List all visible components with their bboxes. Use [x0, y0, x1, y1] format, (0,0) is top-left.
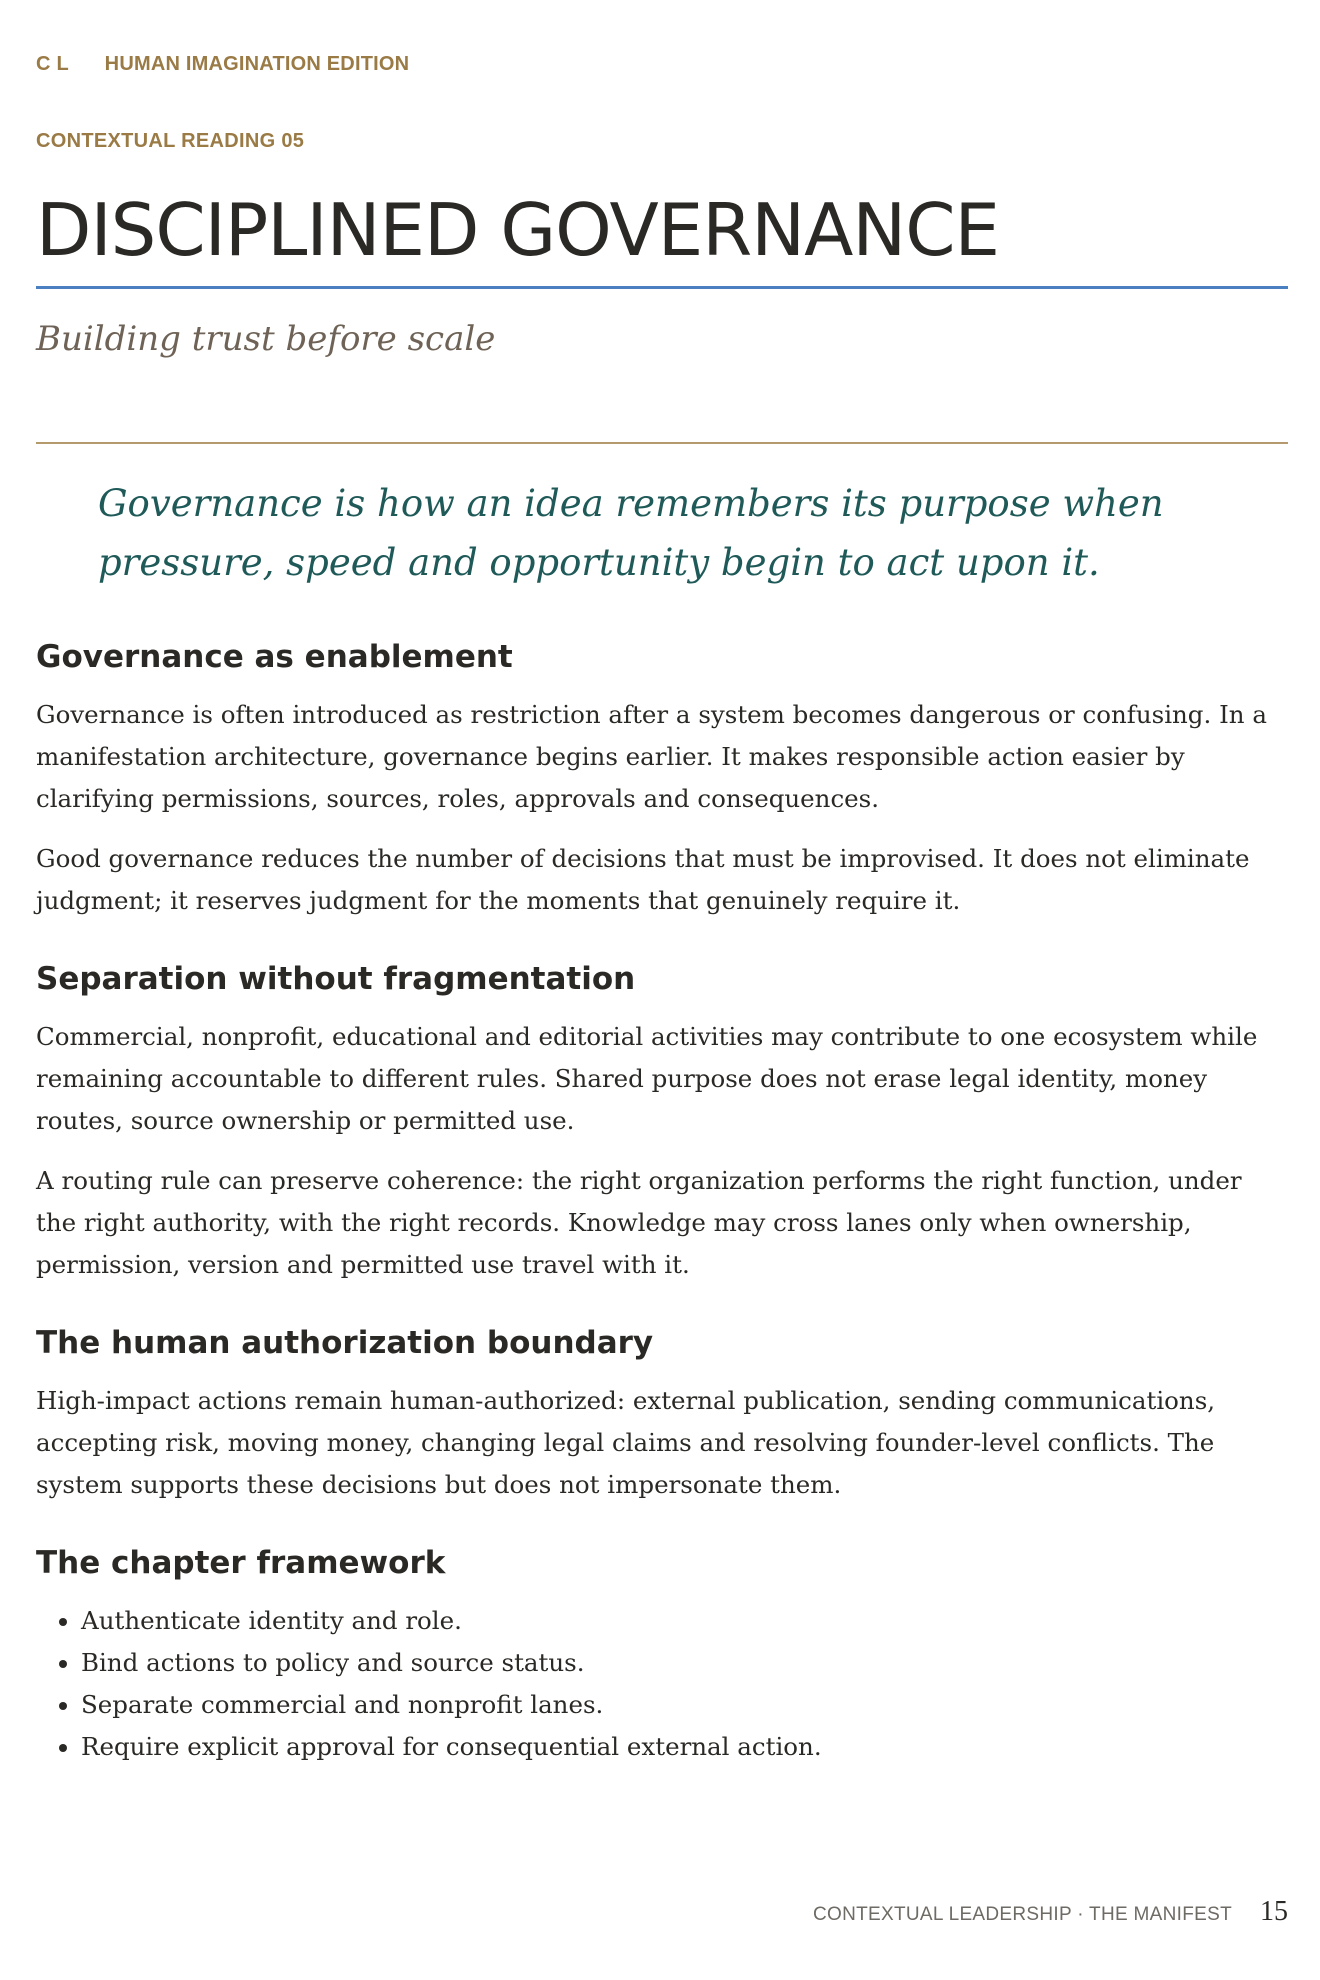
- running-title: CONTEXTUAL LEADERSHIP · THE MANIFEST: [812, 1904, 1232, 1925]
- page-number: 15: [1260, 1896, 1288, 1927]
- masthead: [36, 50, 1288, 78]
- section-governance-as-enablement: [36, 634, 1288, 922]
- page-subtitle: Building trust before scale: [36, 319, 496, 359]
- reading-kicker: CONTEXTUAL READING 05: [36, 130, 305, 152]
- list-item: • Authenticate identity and role.: [81, 1600, 1288, 1642]
- edition-label: HUMAN IMAGINATION EDITION: [104, 52, 410, 75]
- paragraph: High-impact actions remain human-authorized: external publication, sending communications, accepting risk, moving money, changing legal claims and resolving founder-level conflicts. The system supports these decisions but does not impersonate them.: [36, 1386, 1216, 1499]
- paragraph: A routing rule can preserve coherence: the right organization performs the right function, under the right authority, with the right records. Knowledge may cross lanes only when ownership, permission, version and permitted use travel with it.: [36, 1166, 1242, 1279]
- article-body: [36, 634, 1288, 1768]
- list-item: • Separate commercial and nonprofit lanes.: [81, 1684, 1288, 1726]
- section-heading: Separation without fragmentation: [36, 961, 636, 997]
- section-heading: The chapter framework: [36, 1545, 446, 1581]
- framework-list: [36, 1600, 1288, 1768]
- page-footer: [813, 1896, 1288, 1928]
- paragraph: Good governance reduces the number of decisions that must be improvised. It does not eliminate judgment; it reserves judgment for the moments that genuinely require it.: [36, 844, 1250, 915]
- paragraph: Commercial, nonprofit, educational and editorial activities may contribute to one ecosystem while remaining accountable to different rules. Shared purpose does not erase legal identity, money routes, source ownership or permitted use.: [36, 1022, 1258, 1135]
- list-item: • Require explicit approval for consequential external action.: [81, 1726, 1288, 1768]
- page: [36, 50, 1288, 1761]
- section-heading: The human authorization boundary: [36, 1325, 654, 1361]
- section-heading: Governance as enablement: [36, 639, 513, 675]
- list-item: • Bind actions to policy and source status.: [81, 1642, 1288, 1684]
- title-divider: [36, 286, 1288, 289]
- section-human-authorization-boundary: [36, 1320, 1288, 1506]
- paragraph: Governance is often introduced as restriction after a system becomes dangerous or confusing. In a manifestation architecture, governance begins earlier. It makes responsible action easier by clarifying permissions, sources, roles, approvals and consequences.: [36, 700, 1267, 813]
- pull-quote: Governance is how an idea remembers its purpose when pressure, speed and opportunity begin to act upon it.: [98, 482, 1164, 584]
- page-title: DISCIPLINED GOVERNANCE: [36, 188, 1000, 272]
- logo: CL: [36, 52, 75, 75]
- section-chapter-framework: [36, 1540, 1288, 1768]
- subtitle-divider: [36, 442, 1288, 444]
- section-separation-without-fragmentation: [36, 956, 1288, 1286]
